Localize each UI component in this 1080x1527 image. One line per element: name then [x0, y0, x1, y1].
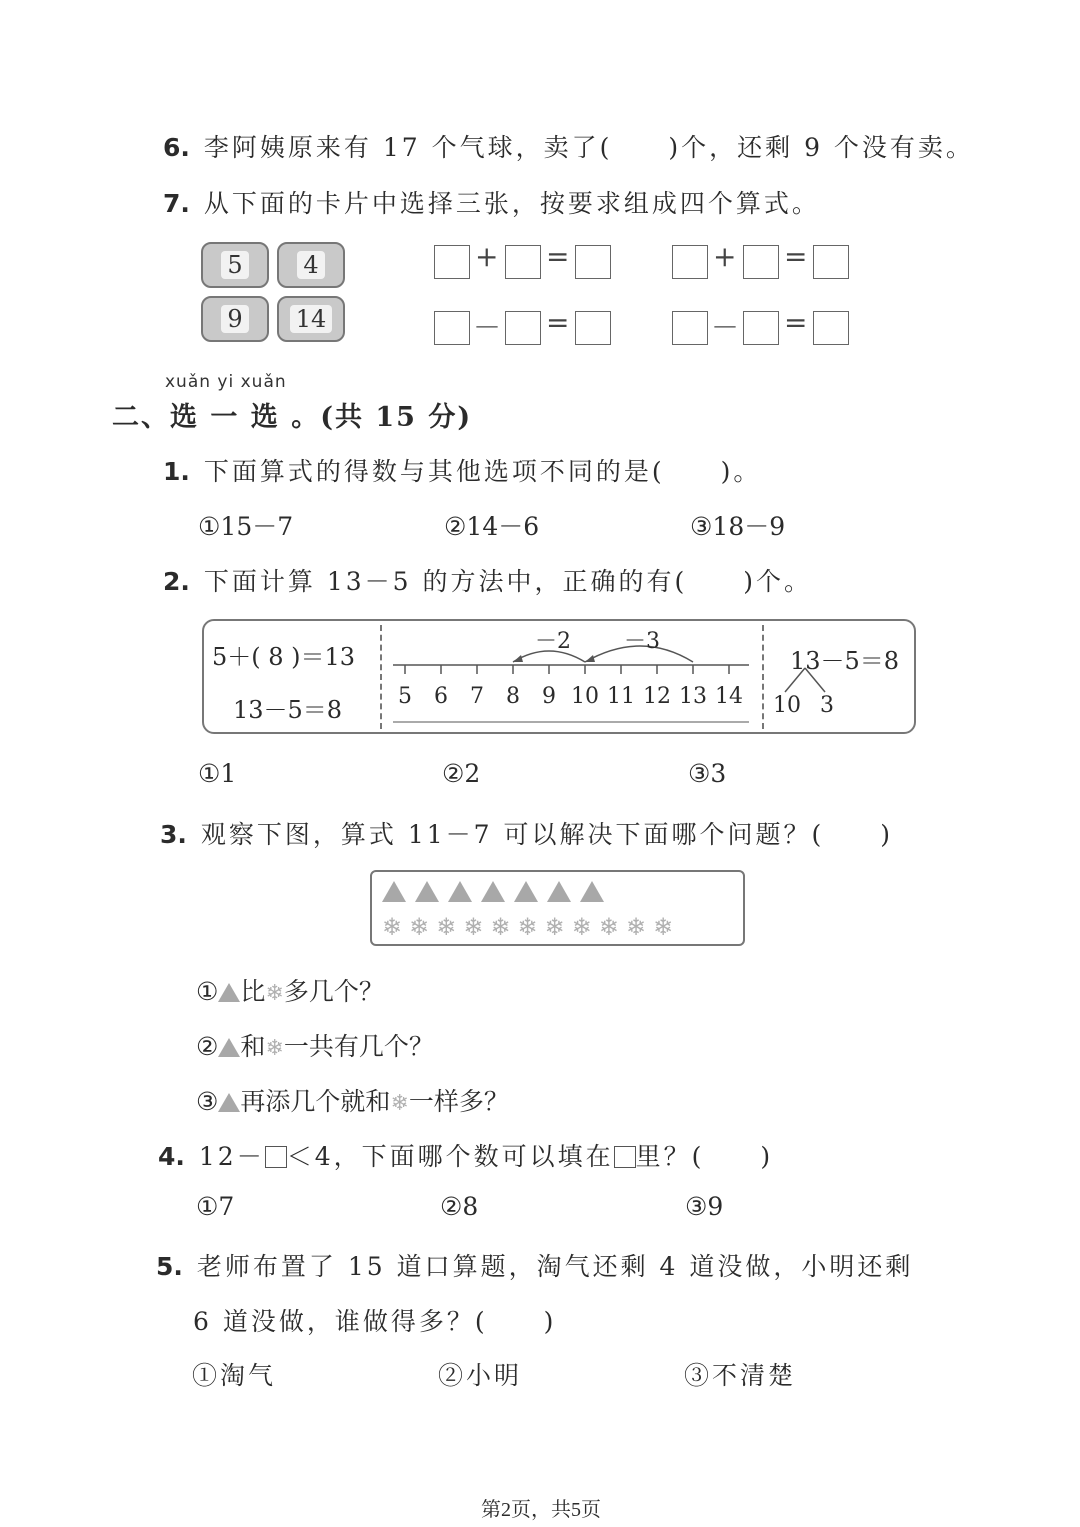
triangle-icon — [580, 881, 604, 902]
triangle-icon — [415, 881, 439, 902]
option-3[interactable]: ③不清楚 — [684, 1361, 797, 1390]
jump-label-2: －3 — [624, 629, 660, 654]
option-1[interactable]: ①1 — [198, 759, 237, 788]
tick-label: 14 — [715, 684, 743, 709]
choice-question-1 — [163, 452, 761, 488]
choice-question-3 — [160, 815, 893, 851]
answer-box[interactable] — [672, 311, 708, 345]
snowflake-icon: ❄ — [382, 913, 403, 941]
equals-sign: = — [546, 306, 570, 339]
divider — [762, 625, 764, 729]
minus-sign: － — [711, 311, 740, 344]
question-6 — [163, 128, 974, 164]
triangle-icon — [481, 881, 505, 902]
divider — [380, 625, 382, 729]
question-number: 4. — [158, 1142, 185, 1171]
equals-sign: = — [546, 240, 570, 273]
number-card: 4 — [277, 242, 345, 288]
triangle-icon — [514, 881, 538, 902]
answer-box[interactable] — [672, 245, 708, 279]
snowflake-icon: ❄ — [409, 913, 430, 941]
question-number: 2. — [163, 567, 190, 596]
tick-label: 10 — [571, 684, 599, 709]
tick-label: 6 — [434, 684, 448, 709]
answer-box[interactable] — [505, 245, 541, 279]
option-1[interactable]: ①7 — [196, 1192, 235, 1221]
choice-question-4: 4. 12－ ＜4，下面哪个数可以填在 里？( ) — [158, 1142, 774, 1171]
snowflake-icon: ❄ — [265, 1036, 284, 1061]
option-3[interactable]: ③3 — [688, 759, 727, 788]
question-number: 3. — [160, 820, 187, 849]
tick-label: 8 — [506, 684, 520, 709]
question-text: 下面算式的得数与其他选项不同的是( )。 — [203, 457, 762, 486]
triangle-row — [382, 881, 613, 905]
answer-box[interactable] — [743, 245, 779, 279]
option-1[interactable]: ①15－7 — [198, 512, 294, 541]
snowflake-icon: ❄ — [544, 913, 565, 941]
tick-label: 13 — [679, 684, 707, 709]
blank-box — [614, 1146, 636, 1168]
tick-label: 11 — [607, 684, 635, 709]
split-right: 3 — [820, 693, 834, 718]
question-text-continued: 6 道没做，谁做得多？( ) — [193, 1307, 557, 1336]
snowflake-row — [382, 913, 680, 939]
triangle-icon — [218, 1038, 240, 1057]
answer-box[interactable] — [813, 311, 849, 345]
question-number: 1. — [163, 457, 190, 486]
method-1-line-2: 13－5＝8 — [233, 696, 343, 724]
number-card: 14 — [277, 296, 345, 342]
question-text: 老师布置了 15 道口算题，淘气还剩 4 道没做，小明还剩 — [196, 1252, 914, 1281]
question-text: 下面计算 13－5 的方法中，正确的有( )个。 — [203, 567, 813, 596]
answer-box[interactable] — [743, 311, 779, 345]
snowflake-icon: ❄ — [436, 913, 457, 941]
blank-box — [265, 1146, 287, 1168]
snowflake-icon: ❄ — [463, 913, 484, 941]
triangle-icon — [547, 881, 571, 902]
snowflake-icon: ❄ — [598, 913, 619, 941]
tick-label: 7 — [470, 684, 484, 709]
option-3[interactable]: ③ 再添几个就和❄一样多？ — [196, 1087, 509, 1116]
page-number: 第2页，共5页 — [481, 1499, 601, 1521]
option-2[interactable]: ②2 — [442, 759, 481, 788]
number-card: 9 — [201, 296, 269, 342]
method-1-line-1: 5＋( 8 )＝13 — [212, 643, 356, 671]
answer-box[interactable] — [813, 245, 849, 279]
option-2[interactable]: ②14－6 — [444, 512, 540, 541]
jump-label-1: －2 — [535, 629, 571, 654]
triangle-icon — [448, 881, 472, 902]
answer-box[interactable] — [575, 245, 611, 279]
question-number: 5. — [156, 1252, 183, 1281]
answer-box[interactable] — [434, 245, 470, 279]
equals-sign: = — [784, 240, 808, 273]
plus-sign: + — [475, 240, 499, 273]
section-title: 二、选 一 选 。(共 15 分) — [112, 402, 473, 433]
answer-box[interactable] — [575, 311, 611, 345]
option-2[interactable]: ②8 — [440, 1192, 479, 1221]
shapes-panel — [370, 870, 745, 946]
snowflake-icon: ❄ — [653, 913, 674, 941]
answer-box[interactable] — [505, 311, 541, 345]
number-card: 5 — [201, 242, 269, 288]
question-7 — [163, 184, 820, 220]
question-text: 李阿姨原来有 17 个气球，卖了( )个，还剩 9 个没有卖。 — [203, 133, 974, 162]
choice-question-5 — [156, 1247, 913, 1283]
option-3[interactable]: ③9 — [685, 1192, 724, 1221]
triangle-icon — [218, 983, 240, 1002]
triangle-icon — [218, 1093, 240, 1112]
section-pinyin: xuǎn yi xuǎn — [165, 372, 287, 392]
option-3[interactable]: ③18－9 — [690, 512, 786, 541]
plus-sign: + — [713, 240, 737, 273]
split-left: 10 — [773, 693, 801, 718]
question-number: 6. — [163, 133, 190, 162]
question-text: 从下面的卡片中选择三张，按要求组成四个算式。 — [203, 189, 820, 218]
tick-label: 12 — [643, 684, 671, 709]
option-2[interactable]: ② 和❄一共有几个？ — [196, 1032, 434, 1061]
tick-label: 9 — [542, 684, 556, 709]
snowflake-icon: ❄ — [265, 981, 284, 1006]
answer-box[interactable] — [434, 311, 470, 345]
option-2[interactable]: ②小明 — [438, 1361, 523, 1390]
method-3-equation: 13－5＝8 — [790, 647, 900, 675]
number-line — [385, 622, 757, 730]
option-1[interactable]: ①淘气 — [192, 1361, 277, 1390]
snowflake-icon: ❄ — [490, 913, 511, 941]
question-number: 7. — [163, 189, 190, 218]
split-lines — [775, 666, 835, 696]
triangle-icon — [382, 881, 406, 902]
snowflake-icon: ❄ — [625, 913, 647, 941]
equals-sign: = — [784, 306, 808, 339]
tick-label: 5 — [398, 684, 412, 709]
question-text: 观察下图，算式 11－7 可以解决下面哪个问题？( ) — [200, 820, 894, 849]
minus-sign: － — [473, 311, 502, 344]
snowflake-icon: ❄ — [517, 913, 538, 941]
option-1[interactable]: ① 比❄多几个？ — [196, 977, 384, 1006]
snowflake-icon: ❄ — [390, 1091, 409, 1116]
choice-question-2 — [163, 562, 812, 598]
snowflake-icon: ❄ — [571, 913, 592, 941]
